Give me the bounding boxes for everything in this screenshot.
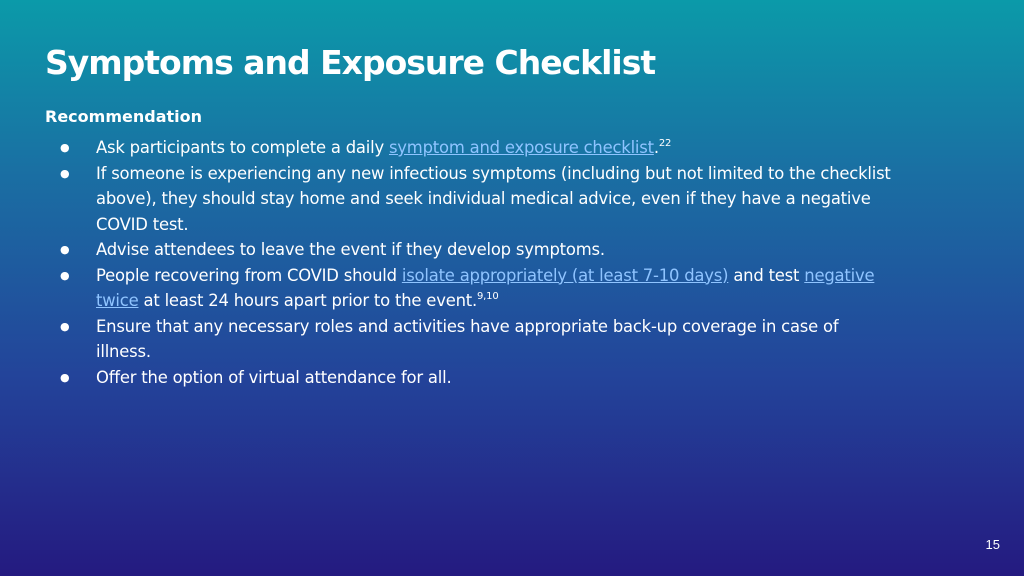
list-item <box>52 161 892 238</box>
bullet-icon: ● <box>60 319 70 333</box>
bullet-text: Advise attendees to leave the event if they develop symptoms. <box>96 240 605 259</box>
list-item <box>52 263 892 314</box>
bullet-text: Ask participants to complete a daily <box>96 138 389 157</box>
bullet-text: If someone is experiencing any new infectious symptoms (including but not limited to the checklist above), they should stay home and seek individual medical advice, even if they have a negative COVID test. <box>96 163 891 234</box>
bullet-text: at least 24 hours apart prior to the event. <box>138 291 478 310</box>
recommendation-list <box>52 135 892 390</box>
bullet-icon: ● <box>60 370 70 384</box>
bullet-icon: ● <box>60 268 70 282</box>
list-item <box>52 314 892 365</box>
symptom-checklist-link[interactable]: symptom and exposure checklist <box>388 138 654 157</box>
bullet-text: People recovering from COVID should <box>96 265 402 285</box>
section-heading: Recommendation <box>45 107 202 126</box>
bullet-icon: ● <box>60 243 70 256</box>
slide-title: Symptoms and Exposure Checklist <box>45 43 656 82</box>
page-number: 15 <box>985 537 1000 552</box>
citation-superscript: 22 <box>658 138 672 149</box>
bullet-icon: ● <box>60 166 70 180</box>
bullet-text: Ensure that any necessary roles and activities have appropriate back-up coverage in case of illness. <box>96 316 839 361</box>
bullet-text: Offer the option of virtual attendance for all. <box>96 367 452 387</box>
list-item <box>52 135 892 161</box>
list-item <box>52 237 892 263</box>
list-item <box>52 365 892 391</box>
citation-superscript: 9,10 <box>477 291 499 302</box>
bullet-text: and test <box>728 265 805 285</box>
isolate-appropriately-link[interactable]: isolate appropriately (at least 7-10 days) <box>401 265 729 285</box>
bullet-icon: ● <box>60 141 70 154</box>
negative-twice-link[interactable]: negative twice <box>96 265 875 310</box>
bullet-text: . <box>653 138 659 157</box>
